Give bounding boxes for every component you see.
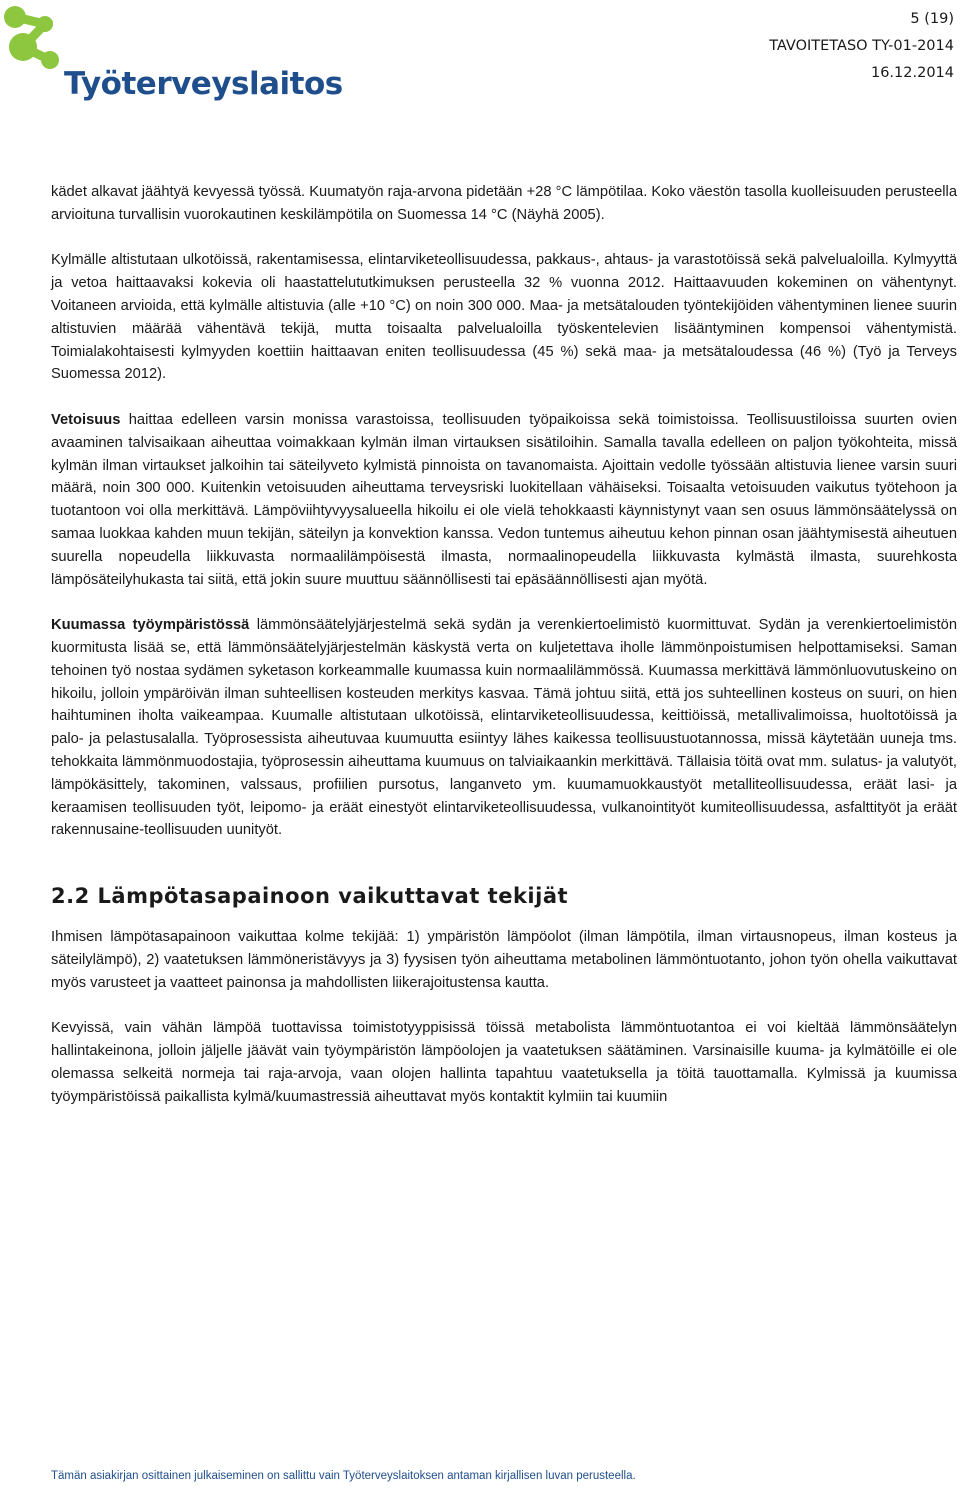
section-heading: 2.2 Lämpötasapainoon vaikuttavat tekijät bbox=[51, 884, 569, 909]
logo bbox=[0, 0, 343, 110]
paragraph-3 bbox=[51, 409, 957, 591]
paragraph-5: Ihmisen lämpötasapainoon vaikuttaa kolme tekijää: 1) ympäristön lämpöolot (ilman lämpötila, ilman virtausnopeus, ilman kosteus ja säteilylämpö), 2) vaatetuksen lämmöneristävyys ja 3) fyysisen työn aiheuttama metabolinen lämmöntuotanto, johon työn ohella vaikuttavat myös varusteet ja vaatteet painonsa ja mahdollisten liikerajoitustensa kautta. bbox=[51, 929, 957, 991]
document-date: 16.12.2014 bbox=[870, 65, 954, 81]
paragraph-1: kädet alkavat jäähtyä kevyessä työssä. Kuumatyön raja-arvona pidetään +28 °C lämpötilaa. Koko väestön tasolla kuolleisuuden perusteella arvioituna turvallisin vuorokautinen keskilämpötila on Suomessa 14 °C (Näyhä 2005). bbox=[51, 184, 957, 223]
paragraph-4 bbox=[51, 614, 957, 842]
document-body bbox=[51, 181, 957, 1108]
paragraph-2: Kylmälle altistutaan ulkotöissä, rakentamisessa, elintarviketeollisuudessa, pakkaus-, ahtaus- ja varastotöissä sekä palvelualoilla. Kylmyyttä ja vetoa haittaavaksi kokevia oli haastattelututkimuksen perusteella 32 % vuonna 2012. Haittaavuuden kokeminen on vähentynyt. Voitaneen arvioida, että kylmälle altistuvia (alle +10 °C) on noin 300 000. Maa- ja metsätalouden työntekijöiden vähentyminen lienee suurin altistuvien määrää vähentävä tekijä, mutta toisaalta palvelualoilla työskentelevien lisääntyminen kompensoi vähentymistä. Toimialakohtaisesti kylmyyden koettiin haittaavan eniten teollisuudessa (45 %) sekä maa- ja metsätaloudessa (46 %) (Työ ja Terveys Suomessa 2012). bbox=[51, 252, 957, 383]
paragraph-3-lead: Vetoisuus bbox=[51, 411, 121, 428]
document-header-info bbox=[769, 6, 954, 87]
paragraph-4-lead: Kuumassa työympäristössä bbox=[51, 617, 250, 634]
logo-mark-icon bbox=[0, 0, 70, 110]
logo-text: Työterveyslaitos bbox=[64, 66, 343, 102]
paragraph-3-text: haittaa edelleen varsin monissa varastoissa, teollisuuden työpaikoissa sekä toimistoissa. Teollisuustiloissa suurten ovien avaaminen talvisaikaan aiheuttaa voimakkaan kylmän ilman virtauksen sisätiloihin. Samalla tavalla edelleen on paljon työkohteita, missä kylmän ilman virtaukset jalkoihin tai säteilyveto kylmistä pinnoista on tavanomaista. Ajoittain vedolle työssään altistuvia lienee varsin suuri määrä, noin 300 000. Kuitenkin vetoisuuden aiheuttama terveysriski luokitellaan vähäiseksi. Toisaalta vetoisuuden vaikutus työtehoon ja tuotantoon voi olla merkittävä. Lämpöviihtyvyysalueella hikoilu ei ole vielä tehokkaasti käynnistynyt vaan sen osuus lämmönsäätelyssä on samaa luokkaa kahden muun tekijän, säteilyn ja konvektion kanssa. Vedon tuntemus aiheutuu kehon pinnan osan jäähtymisestä aiheutuen suurella nopeudella liikkuvasta normaalilämpöisestä ilmasta, normaalinopeudella liikkuvasta kylmästä ilmasta, suurehkosta lämpösäteilyhukasta tai siitä, että jokin suure muuttuu säännöllisesti tai epäsäännöllisesti ajan myötä. bbox=[51, 411, 957, 588]
page-number: 5 (19) bbox=[910, 11, 954, 27]
footer-notice: Tämän asiakirjan osittainen julkaiseminen on sallittu vain Työterveyslaitoksen antaman kirjallisen luvan perusteella. bbox=[51, 1470, 636, 1482]
document-id: TAVOITETASO TY-01-2014 bbox=[769, 38, 954, 54]
paragraph-6: Kevyissä, vain vähän lämpöä tuottavissa toimistotyyppisissä töissä metabolista lämmöntuotantoa ei voi kieltää lämmönsäätelyn hallintakeinona, jolloin jäljelle jäävät vain työympäristön lämpöolojen ja vaatetuksen säätäminen. Varsinaisille kuuma- ja kylmätöille ei ole olemassa selkeitä normeja tai raja-arvoja, vaan olojen hallinta tapahtuu vaatetuksella ja töitä tauottamalla. Kylmissä ja kuumissa työympäristöissä paikallista kylmä/kuumastressiä aiheuttavat myös kontaktit kylmiin tai kuumiin bbox=[51, 1020, 957, 1105]
paragraph-4-text: lämmönsäätelyjärjestelmä sekä sydän ja verenkiertoelimistö kuormittuvat. Sydän ja verenkiertoelimistön kuormitusta lisää se, että lämmönsäätelyjärjestelmän käskystä verta on kuljetettava iholle lämmönpoistumisen helpottamiseksi. Saman tehoinen työ nostaa sydämen syketason korkeammalle kuumassa kuin normaalilämmössä. Kuumassa merkittävä lämmönluovutuskeino on hikoilu, jolloin ympäröivän ilman suhteellisen kosteuden merkitys kasvaa. Tämä johtuu siitä, että jos suhteellinen kosteus on suuri, on hien haihtuminen iholta vaikeampaa. Kuumalle altistutaan ulkotöissä, elintarviketeollisuudessa, keittiöissä, metallivalimoissa, huoltotöissä ja palo- ja pelastusalalla. Työprosessista aiheutuvaa kuumuutta esiintyy lähes kaikessa teollisuustuotannossa, missä käytetään uuneja tms. tehokkaita lämmönmuodostajia, työprosessin aiheuttama kuumuus on talviaikaankin merkittävä. Tällaisia töitä ovat mm. sulatus- ja valutyöt, lämpökäsittely, takominen, valssaus, profiilien pursotus, langanveto ym. kuumamuokkaustyöt metalliteollisuudessa, eräät lasi- ja keraamisen teollisuuden työt, leipomo- ja eräät einestyöt elintarviketeollisuudessa, vulkanointityöt kumiteollisuudessa, asfalttityöt ja eräät rakennusaine-teollisuuden uunityöt. bbox=[51, 617, 957, 839]
